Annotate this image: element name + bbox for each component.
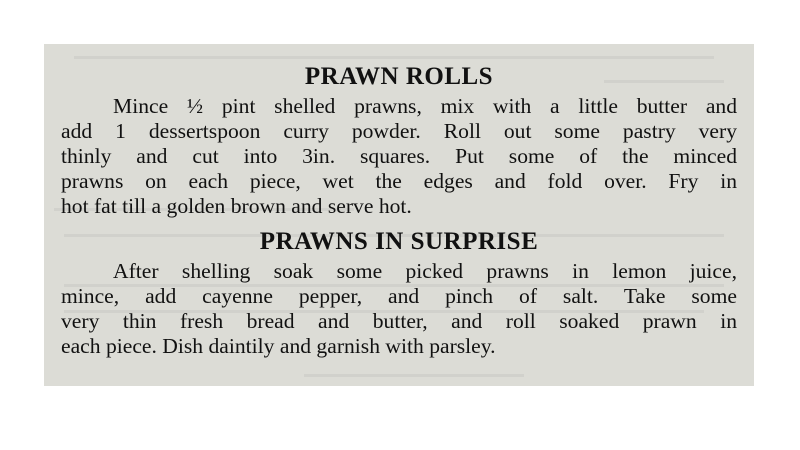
recipe-line: prawns on each piece, wet the edges and fold over. Fry in (61, 169, 737, 193)
recipe-body-prawn-rolls (61, 94, 737, 219)
recipe-line: mince, add cayenne pepper, and pinch of salt. Take some (61, 284, 737, 308)
recipe-line: After shelling soak some picked prawns in lemon juice, (113, 259, 737, 283)
recipe-page-content (61, 62, 737, 359)
recipe-line: thinly and cut into 3in. squares. Put some of the minced (61, 144, 737, 168)
book-page-scan (44, 44, 754, 386)
recipe-line: each piece. Dish daintily and garnish with parsley. (61, 334, 496, 358)
recipe-line: Mince ½ pint shelled prawns, mix with a little butter and (113, 94, 737, 118)
recipe-line: hot fat till a golden brown and serve hot. (61, 194, 412, 218)
recipe-body-prawns-in-surprise (61, 259, 737, 359)
recipe-title-prawn-rolls: PRAWN ROLLS (304, 63, 494, 90)
recipe-line: add 1 dessertspoon curry powder. Roll out some pastry very (61, 119, 737, 143)
recipe-title-prawns-in-surprise: PRAWNS IN SURPRISE (259, 228, 539, 255)
recipe-line: very thin fresh bread and butter, and roll soaked prawn in (61, 309, 737, 333)
